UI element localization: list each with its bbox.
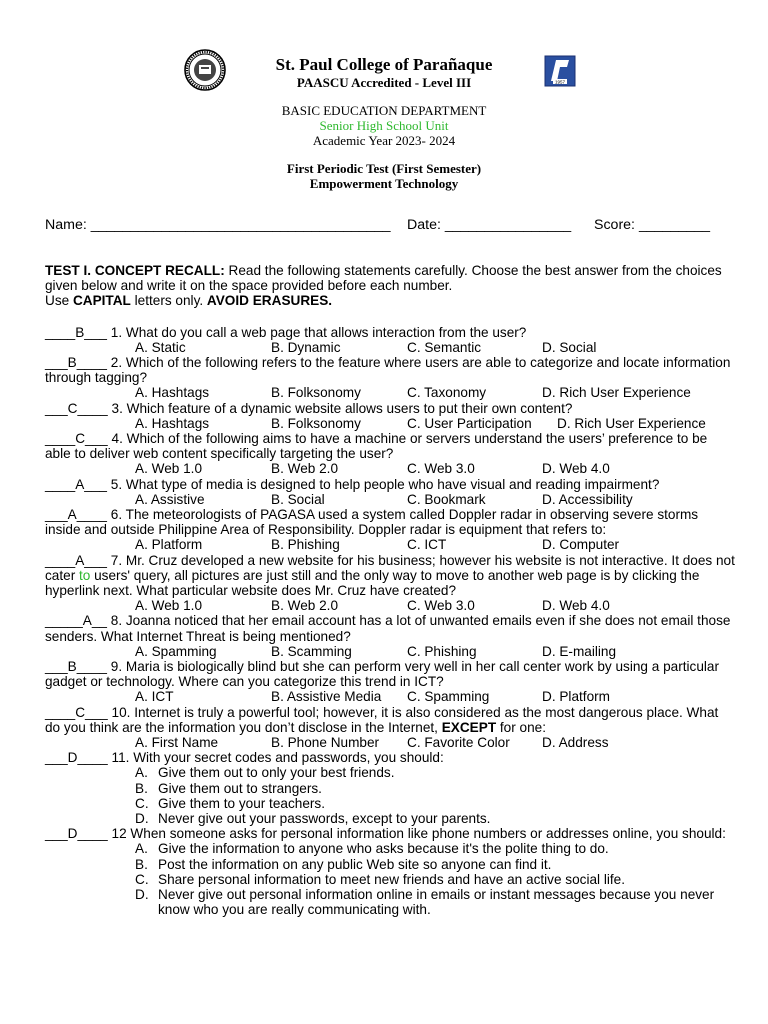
question-6 <box>45 507 735 537</box>
name-field[interactable]: Name: ______________________________________ <box>45 217 391 233</box>
option-c: C. Favorite Color <box>407 734 510 750</box>
score-field[interactable]: Score: _________ <box>594 217 710 233</box>
question-text: 7. Mr. Cruz developed a new website for his business; however his website is not interactive. It does not cater <box>45 552 735 583</box>
option-text: Give them to your teachers. <box>158 795 325 811</box>
option-c: C. Phishing <box>407 643 477 659</box>
answer-blank[interactable]: ____C___ <box>45 704 108 720</box>
option-a <box>135 841 735 856</box>
question-text: 5. What type of media is designed to help people who have visual and reading impairment? <box>107 476 660 492</box>
option-d: D. Social <box>542 339 597 355</box>
option-a: A. ICT <box>135 689 174 705</box>
option-c: C. ICT <box>407 537 447 553</box>
academic-year: Academic Year 2023- 2024 <box>312 133 456 148</box>
option-a: A. Hashtags <box>135 385 210 401</box>
option-a <box>135 765 735 780</box>
question-11 <box>45 750 735 765</box>
answer-blank[interactable]: ___C____ <box>45 400 108 416</box>
option-b <box>135 781 735 796</box>
options-8 <box>45 644 735 659</box>
highlighted-word: to <box>79 567 91 583</box>
option-letter: A. <box>135 765 148 781</box>
options-5 <box>45 492 735 507</box>
question-text: 2. Which of the following refers to the feature where users are able to categorize and locate information through tagging? <box>45 355 731 386</box>
answer-blank[interactable]: _____A__ <box>45 613 107 629</box>
option-d: D. E-mailing <box>542 643 617 659</box>
question-4 <box>45 431 735 461</box>
option-b: B. Web 2.0 <box>271 461 338 477</box>
option-a: A. Static <box>135 339 186 355</box>
option-a: A. Web 1.0 <box>135 461 202 477</box>
subject: Empowerment Technology <box>309 176 459 191</box>
options-6 <box>45 537 735 552</box>
option-a: A. Hashtags <box>135 415 210 431</box>
option-d: D. Accessibility <box>542 491 633 507</box>
options-2 <box>45 385 735 400</box>
option-b: B. Scamming <box>271 643 352 659</box>
option-text: Never give out your passwords, except to your parents. <box>158 810 491 826</box>
options-10 <box>45 735 735 750</box>
option-letter: B. <box>135 856 148 872</box>
answer-blank[interactable]: ___D____ <box>45 750 108 766</box>
question-3 <box>45 401 735 416</box>
question-text: 6. The meteorologists of PAGASA used a system called Doppler radar in observing severe storms inside and outside Philippine Area of Responsibility. Doppler radar is equipment that refers to: <box>45 506 699 538</box>
question-1 <box>45 325 735 340</box>
test-title: First Periodic Test (First Semester) <box>286 161 482 176</box>
option-text: Share personal information to meet new friends and have an active social life. <box>158 871 625 887</box>
unit: Senior High School Unit <box>319 118 449 133</box>
avoid-erasures: AVOID ERASURES. <box>206 293 333 309</box>
department: BASIC EDUCATION DEPARTMENT <box>281 103 487 118</box>
question-10 <box>45 705 735 735</box>
question-text: 11. With your secret codes and passwords, you should: <box>107 750 444 766</box>
question-text-cont: users' query, all pictures are just still and the only way to move to another web page is by clicking the hyperlink next. What particular website does Mr. Cruz have created? <box>45 567 700 598</box>
option-text: Never give out personal information online in emails or instant messages because you never know who you are really communicating with. <box>158 886 715 918</box>
option-c: C. Bookmark <box>407 491 486 507</box>
answer-blank[interactable]: ___B____ <box>45 355 107 370</box>
instructions-label: TEST I. CONCEPT RECALL: <box>45 263 225 278</box>
date-field[interactable]: Date: ________________ <box>407 217 572 233</box>
options-11 <box>135 765 735 826</box>
option-c: C. Spamming <box>407 689 490 705</box>
option-c <box>135 796 735 811</box>
test-body <box>45 263 735 917</box>
answer-blank[interactable]: ____C___ <box>45 430 108 446</box>
option-letter: C. <box>135 795 149 811</box>
option-b: B. Assistive Media <box>271 689 382 705</box>
question-12 <box>45 826 735 841</box>
option-letter: B. <box>135 780 148 796</box>
answer-blank[interactable]: ____B___ <box>45 324 107 340</box>
option-text: Give them out to strangers. <box>158 780 322 796</box>
logo-year: 1957 <box>554 79 566 85</box>
option-text: Post the information on any public Web site so anyone can find it. <box>158 856 552 872</box>
option-d <box>135 811 735 826</box>
option-letter: D. <box>135 810 149 826</box>
options-4 <box>45 461 735 476</box>
option-b <box>135 857 735 872</box>
option-d: D. Web 4.0 <box>542 461 610 477</box>
option-d <box>135 887 735 917</box>
option-letter: C. <box>135 871 149 887</box>
option-b: B. Web 2.0 <box>271 598 338 614</box>
option-text: Give the information to anyone who asks because it's the polite thing to do. <box>158 841 609 857</box>
option-letter: D. <box>135 886 149 902</box>
option-b: B. Phone Number <box>271 734 380 750</box>
option-text: Give them out to only your best friends. <box>158 765 395 781</box>
option-letter: A. <box>135 841 148 857</box>
option-d: D. Rich User Experience <box>542 385 691 401</box>
question-7 <box>45 553 735 599</box>
option-d: D. Platform <box>542 689 610 705</box>
answer-blank[interactable]: ____A___ <box>45 476 107 492</box>
question-text-cont: for one: <box>496 719 546 735</box>
options-7 <box>45 598 735 613</box>
accreditation: PAASCU Accredited - Level III <box>296 75 472 90</box>
option-c: C. Taxonomy <box>407 385 487 401</box>
question-text: 1. What do you call a web page that allows interaction from the user? <box>107 324 527 340</box>
answer-blank[interactable]: ___D____ <box>45 826 108 842</box>
option-b: B. Folksonomy <box>271 415 361 431</box>
school-name: St. Paul College of Parañaque <box>275 55 493 74</box>
option-b: B. Phishing <box>271 537 340 553</box>
question-8 <box>45 613 735 643</box>
option-d: D. Web 4.0 <box>542 598 610 614</box>
question-text: 10. Internet is truly a powerful tool; however, it is also considered as the most dangerous place. What do you think are the information you don’t disclose in the Internet, <box>45 704 719 735</box>
answer-blank[interactable]: ___A____ <box>45 506 107 522</box>
option-d: D. Rich User Experience <box>557 415 706 431</box>
option-d: D. Computer <box>542 537 620 553</box>
option-a: A. Assistive <box>135 491 205 507</box>
question-5 <box>45 477 735 492</box>
option-c: C. Web 3.0 <box>407 598 475 614</box>
option-a: A. Web 1.0 <box>135 598 202 614</box>
instructions-text3: letters only. <box>130 293 207 309</box>
option-a: A. Spamming <box>135 643 217 659</box>
option-c: C. Web 3.0 <box>407 461 475 477</box>
question-text: 8. Joanna noticed that her email account has a lot of unwanted emails even if she does not email those senders. What Internet Threat is being mentioned? <box>45 613 731 644</box>
capital-emphasis: CAPITAL <box>72 293 131 309</box>
answer-blank[interactable]: ___B____ <box>45 658 107 674</box>
option-b: B. Social <box>271 491 325 507</box>
option-c: C. Semantic <box>407 339 482 355</box>
option-c <box>135 872 735 887</box>
question-text: 3. Which feature of a dynamic website allows users to put their own content? <box>107 400 573 416</box>
question-text: 12 When someone asks for personal information like phone numbers or addresses online, you should: <box>107 826 726 842</box>
options-12 <box>135 841 735 917</box>
option-b: B. Dynamic <box>271 339 341 355</box>
question-2 <box>45 355 735 385</box>
option-a: A. First Name <box>135 734 219 750</box>
options-3 <box>45 416 735 431</box>
instructions-text: Read the following statements carefully. Choose the best answer from the choices given below and write it on the space provided before each number. <box>45 263 722 294</box>
options-1 <box>45 340 735 355</box>
question-text: 9. Maria is biologically blind but she can perform very well in her call center work by using a particular gadget or technology. Where can you categorize this trend in ICT? <box>45 658 719 690</box>
except-emphasis: EXCEPT <box>441 719 497 735</box>
instructions-text2: Use <box>45 293 73 309</box>
option-a: A. Platform <box>135 537 203 553</box>
question-9 <box>45 659 735 689</box>
instructions <box>45 263 735 309</box>
answer-blank[interactable]: ____A___ <box>45 552 107 568</box>
option-d: D. Address <box>542 734 609 750</box>
question-text: 4. Which of the following aims to have a machine or servers understand the users’ preference to be able to deliver web content specifically targeting the user? <box>45 430 708 462</box>
option-c: C. User Participation <box>407 415 532 431</box>
options-9 <box>45 689 735 704</box>
option-b: B. Folksonomy <box>271 385 361 401</box>
